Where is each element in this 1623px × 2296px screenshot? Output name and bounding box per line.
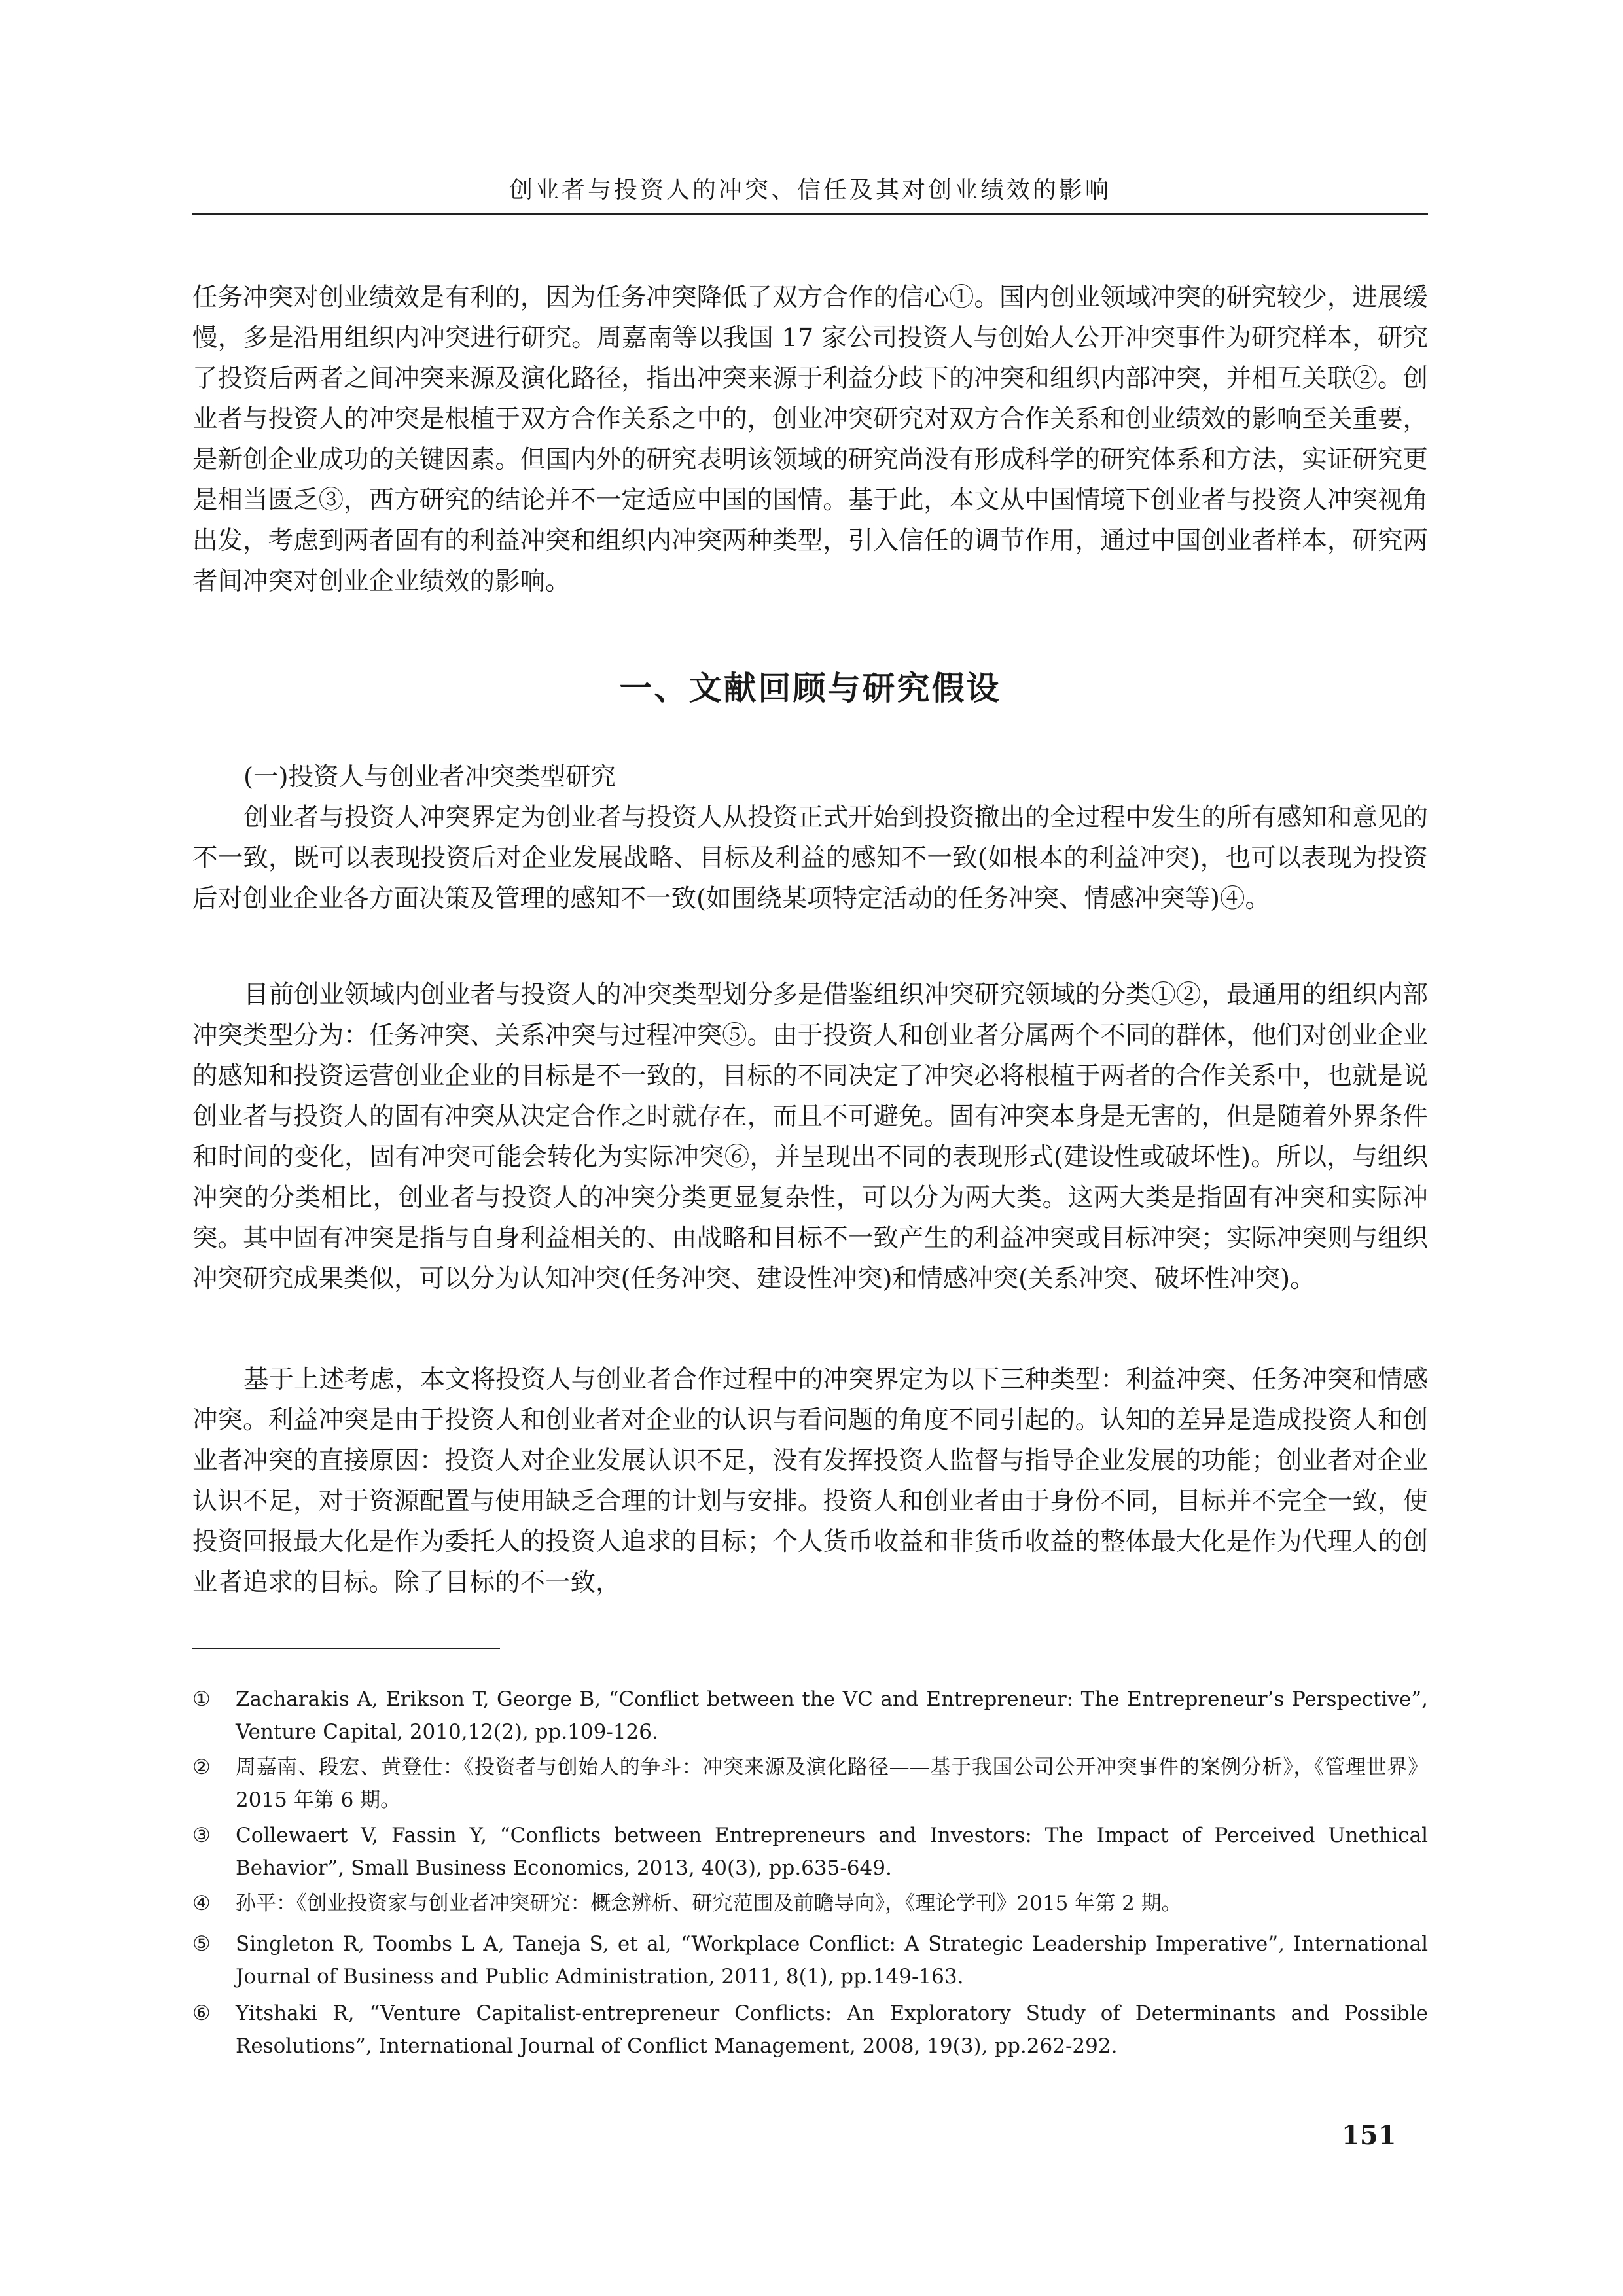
body-paragraph-3: 基于上述考虑，本文将投资人与创业者合作过程中的冲突界定为以下三种类型：利益冲突、任务冲突和情感冲突。利益冲突是由于投资人和创业者对企业的认识与看问题的角度不同引起的。认知的差异是造成投资人和创业者冲突的直接原因：投资人对企业发展认识不足，没有发挥投资人监督与指导企业发展的功能；创业者对企业认识不足，对于资源配置与使用缺乏合理的计划与安排。投资人和创业者由于身份不同，目标并不完全一致，使投资回报最大化是作为委托人的投资人追求的目标；个人货币收益和非货币收益的整体最大化是作为代理人的创业者追求的目标。除了目标的不一致， [192, 1365, 1428, 1597]
footnote-text: 周嘉南、段宏、黄登仕：《投资者与创始人的争斗：冲突来源及演化路径——基于我国公司公开冲突事件的案例分析》，《管理世界》2015 年第 6 期。 [236, 1756, 1428, 1812]
footnote-text: Zacharakis A, Erikson T, George B, “Conflict between the VC and Entrepreneur: The Entrepreneur’s Perspective”, Venture Capital, 2010,12(2), pp.109-126. [236, 1687, 1428, 1744]
footnote-text: Collewaert V, Fassin Y, “Conflicts between Entrepreneurs and Investors: The Impact of Perceived Unethical Behavior”, Small Business Economics, 2013, 40(3), pp.635-649. [236, 1824, 1428, 1880]
footnote-marker: ② [192, 1756, 211, 1779]
footnote-marker: ④ [192, 1892, 211, 1915]
footnote-rule [192, 1648, 500, 1649]
footnote-text: Yitshaki R, “Venture Capitalist-entrepreneur Conflicts: An Exploratory Study of Determinants and Possible Resolutions”, International Journal of Conflict Management, 2008, 19(3), pp.262-292. [236, 2002, 1428, 2058]
intro-paragraph: 任务冲突对创业绩效是有利的，因为任务冲突降低了双方合作的信心①。国内创业领域冲突的研究较少，进展缓慢，多是沿用组织内冲突进行研究。周嘉南等以我国 17 家公司投资人与创始人公开冲突事件为研究样本，研究了投资后两者之间冲突来源及演化路径，指出冲突来源于利益分歧下的冲突和组织内部冲突，并相互关联②。创业者与投资人的冲突是根植于双方合作关系之中的，创业冲突研究对双方合作关系和创业绩效的影响至关重要，是新创企业成功的关键因素。但国内外的研究表明该领域的研究尚没有形成科学的研究体系和方法，实证研究更是相当匮乏③，西方研究的结论并不一定适应中国的国情。基于此，本文从中国情境下创业者与投资人冲突视角出发，考虑到两者固有的利益冲突和组织内冲突两种类型，引入信任的调节作用，通过中国创业者样本，研究两者间冲突对创业企业绩效的影响。 [192, 283, 1428, 596]
subsection-heading: (一)投资人与创业者冲突类型研究 [243, 762, 616, 792]
footnote-4 [192, 1887, 1428, 1920]
body-paragraph-2: 目前创业领域内创业者与投资人的冲突类型划分多是借鉴组织冲突研究领域的分类①②，最通用的组织内部冲突类型分为：任务冲突、关系冲突与过程冲突⑤。由于投资人和创业者分属两个不同的群体，他们对创业企业的感知和投资运营创业企业的目标是不一致的，目标的不同决定了冲突必将根植于两者的合作关系中，也就是说创业者与投资人的固有冲突从决定合作之时就存在，而且不可避免。固有冲突本身是无害的，但是随着外界条件和时间的变化，固有冲突可能会转化为实际冲突⑥，并呈现出不同的表现形式(建设性或破坏性)。所以，与组织冲突的分类相比，创业者与投资人的冲突分类更显复杂性，可以分为两大类。这两大类是指固有冲突和实际冲突。其中固有冲突是指与自身利益相关的、由战略和目标不一致产生的利益冲突或目标冲突；实际冲突则与组织冲突研究成果类似，可以分为认知冲突(任务冲突、建设性冲突)和情感冲突(关系冲突、破坏性冲突)。 [192, 980, 1428, 1294]
footnote-3 [192, 1819, 1428, 1884]
footnote-marker: ⑥ [192, 2002, 211, 2025]
footnote-marker: ③ [192, 1824, 211, 1847]
page-number: 151 [1342, 2120, 1397, 2151]
footnote-2 [192, 1751, 1428, 1816]
footnote-6 [192, 1997, 1428, 2062]
running-head: 创业者与投资人的冲突、信任及其对创业绩效的影响 [508, 177, 1111, 203]
footnote-marker: ① [192, 1687, 211, 1711]
section-heading: 一、文献回顾与研究假设 [619, 669, 1001, 707]
header-rule [192, 213, 1428, 215]
footnote-1 [192, 1683, 1428, 1748]
footnote-5 [192, 1928, 1428, 1993]
body-paragraph-1: 创业者与投资人冲突界定为创业者与投资人从投资正式开始到投资撤出的全过程中发生的所有感知和意见的不一致，既可以表现投资后对企业发展战略、目标及利益的感知不一致(如根本的利益冲突)，也可以表现为投资后对创业企业各方面决策及管理的感知不一致(如围绕某项特定活动的任务冲突、情感冲突等)④。 [192, 803, 1428, 913]
footnote-marker: ⑤ [192, 1932, 211, 1956]
footnote-text: 孙平：《创业投资家与创业者冲突研究：概念辨析、研究范围及前瞻导向》，《理论学刊》2015 年第 2 期。 [236, 1892, 1182, 1915]
footnote-text: Singleton R, Toombs L A, Taneja S, et al, “Workplace Conflict: A Strategic Leadership Imperative”, International Journal of Business and Public Administration, 2011, 8(1), pp.149-163. [236, 1932, 1428, 1988]
